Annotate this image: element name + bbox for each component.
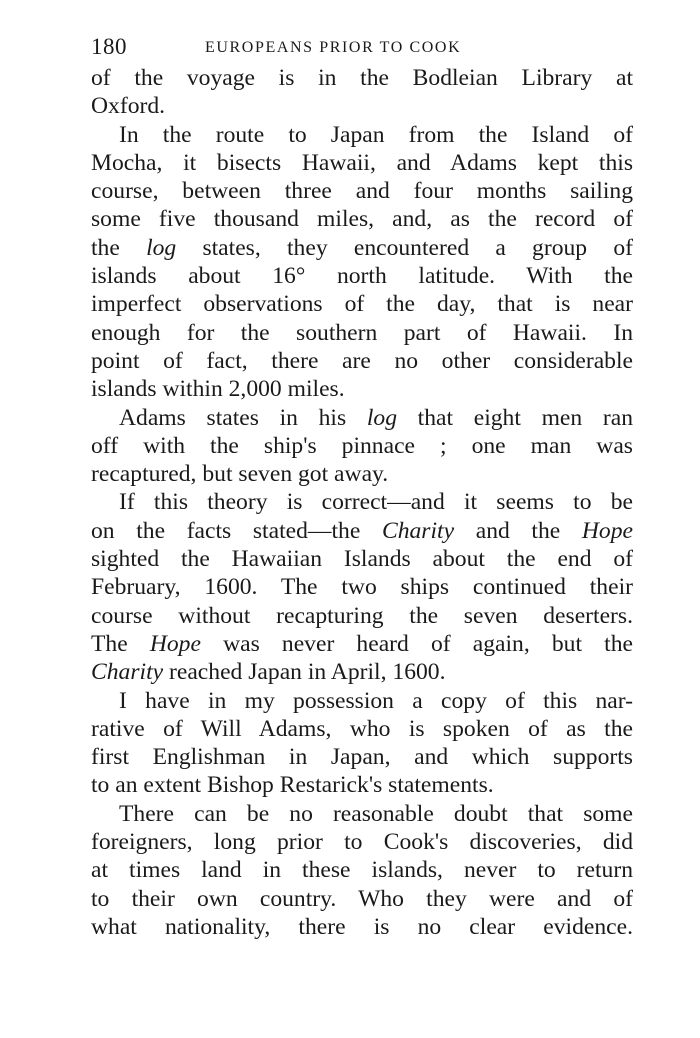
- paragraph-conclusion: [91, 800, 633, 941]
- body-text: [91, 64, 633, 941]
- paragraph-adams-log: [91, 404, 633, 489]
- running-title: EUROPEANS PRIOR TO COOK: [205, 39, 462, 56]
- text-line: first Englishman in Japan, and which supports: [91, 744, 633, 771]
- text-line: Mocha, it bisects Hawaii, and Adams kept this: [91, 149, 633, 176]
- text-line: I have in my possession a copy of this nar-: [119, 687, 633, 714]
- text-line: point of fact, there are no other considerable: [91, 347, 633, 374]
- text-line: to their own country. Who they were and of: [91, 885, 633, 912]
- italic-ship-name: Hope: [149, 630, 201, 657]
- text-line: foreigners, long prior to Cook's discoveries, did: [91, 829, 633, 856]
- running-head: [91, 32, 633, 64]
- text-line: course, between three and four months sailing: [91, 178, 633, 205]
- text-line: the log states, they encountered a group of: [91, 234, 633, 261]
- text-line: Charity reached Japan in April, 1600.: [91, 659, 446, 686]
- italic-ship-name: Charity: [381, 517, 455, 544]
- text-line: enough for the southern part of Hawaii. In: [91, 319, 633, 346]
- text-line: Adams states in his log that eight men ran: [119, 404, 633, 431]
- italic-ship-name: Hope: [581, 517, 633, 544]
- text-line: In the route to Japan from the Island of: [119, 121, 633, 148]
- text-line: rative of Will Adams, who is spoken of as the: [91, 715, 633, 742]
- paragraph-continuation: [91, 64, 633, 121]
- text-line: recaptured, but seven got away.: [91, 461, 389, 488]
- page-number: 180: [91, 34, 127, 59]
- italic-ship-name: Charity: [91, 659, 164, 686]
- text-line: to an extent Bishop Restarick's statements.: [91, 772, 494, 799]
- text-line: The Hope was never heard of again, but the: [91, 630, 633, 657]
- text-line: Oxford.: [91, 93, 166, 120]
- text-line: islands about 16° north latitude. With the: [91, 263, 633, 290]
- paragraph-route-to-japan: [91, 121, 633, 404]
- italic-log: log: [146, 234, 177, 261]
- text-line: imperfect observations of the day, that is near: [91, 291, 633, 318]
- book-page: [91, 32, 633, 941]
- text-line: If this theory is correct—and it seems to be: [119, 489, 633, 516]
- text-line: islands within 2,000 miles.: [91, 376, 345, 403]
- text-line: some five thousand miles, and, as the record of: [91, 206, 633, 233]
- text-line: off with the ship's pinnace ; one man was: [91, 432, 633, 459]
- text-line: sighted the Hawaiian Islands about the end of: [91, 546, 633, 573]
- paragraph-narrative: [91, 687, 633, 800]
- italic-log: log: [366, 404, 397, 431]
- text-line: February, 1600. The two ships continued their: [91, 574, 633, 601]
- text-line: There can be no reasonable doubt that some: [119, 800, 633, 827]
- text-line: at times land in these islands, never to return: [91, 857, 633, 884]
- paragraph-theory: [91, 488, 633, 686]
- text-line: of the voyage is in the Bodleian Library at: [91, 65, 633, 91]
- text-line: course without recapturing the seven deserters.: [91, 602, 633, 629]
- text-line: what nationality, there is no clear evidence.: [91, 913, 633, 940]
- text-line: on the facts stated—the Charity and the Hope: [91, 517, 633, 544]
